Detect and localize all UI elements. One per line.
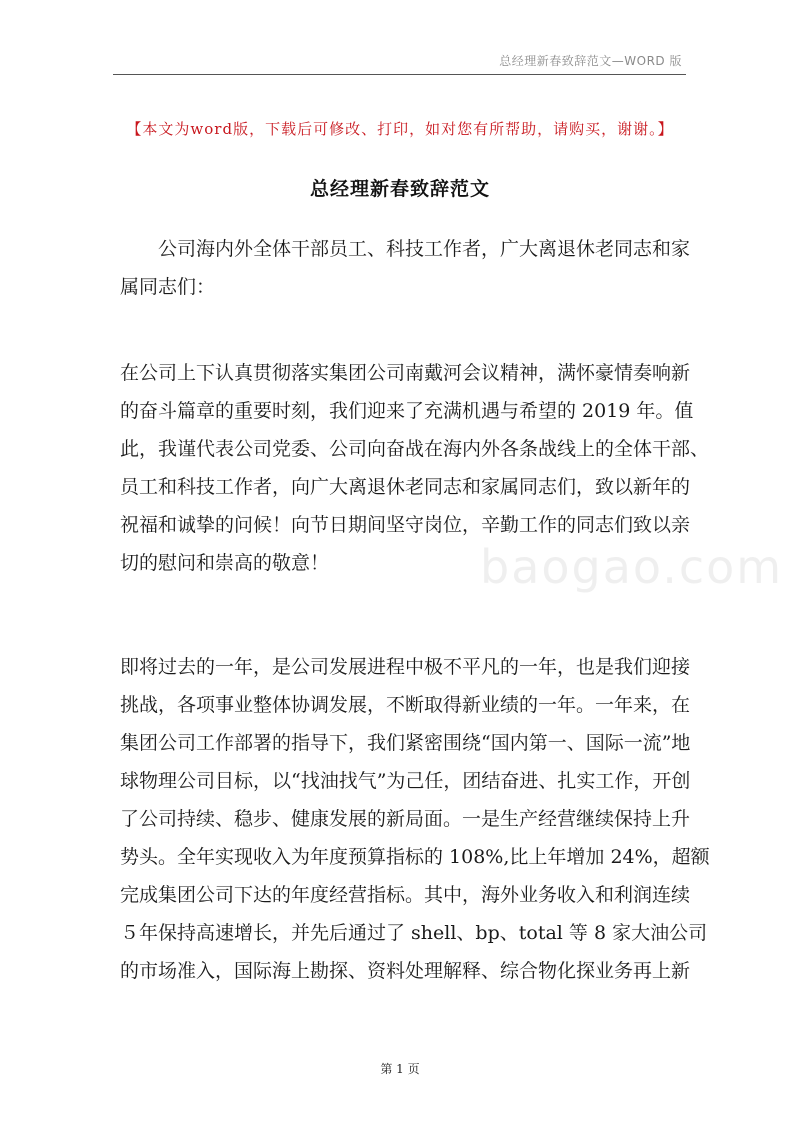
salutation-paragraph <box>120 230 691 306</box>
text-line: 在公司上下认真贯彻落实集团公司南戴河会议精神，满怀豪情奏响新 <box>120 362 691 384</box>
body-paragraph-1 <box>120 354 710 582</box>
text-line: 员工和科技工作者，向广大离退休老同志和家属同志们，致以新年的 <box>120 476 691 498</box>
text-line: 了公司持续、稳步、健康发展的新局面。一是生产经营继续保持上升 <box>120 808 691 830</box>
text-line: 祝福和诚挚的问候！向节日期间坚守岗位，辛勤工作的同志们致以亲 <box>120 514 691 536</box>
text-line: 完成集团公司下达的年度经营指标。其中，海外业务收入和利润连续 <box>120 884 691 906</box>
running-header: 总经理新春致辞范文—WORD 版 <box>499 54 682 68</box>
text-line: 球物理公司目标，以“找油找气”为己任，团结奋进、扎实工作，开创 <box>120 770 691 792</box>
page-number: 第 1 页 <box>380 1062 420 1076</box>
text-line: 属同志们： <box>120 276 216 298</box>
text-line: 集团公司工作部署的指导下，我们紧密围绕“国内第一、国际一流”地 <box>120 732 691 754</box>
purchase-notice: 【本文为word版，下载后可修改、打印，如对您有所帮助，请购买，谢谢。】 <box>126 120 674 138</box>
text-line: 此，我谨代表公司党委、公司向奋战在海内外各条战线上的全体干部、 <box>120 438 710 460</box>
text-line: 即将过去的一年，是公司发展进程中极不平凡的一年，也是我们迎接 <box>120 656 691 678</box>
text-line: 的市场准入，国际海上勘探、资料处理解释、综合物化探业务再上新 <box>120 960 691 982</box>
text-line: 势头。全年实现收入为年度预算指标的 108%,比上年增加 24%，超额 <box>120 846 710 868</box>
text-line: 公司海内外全体干部员工、科技工作者，广大离退休老同志和家 <box>158 238 691 260</box>
watermark: baogao.com <box>480 540 784 594</box>
text-line: 挑战，各项事业整体协调发展，不断取得新业绩的一年。一年来，在 <box>120 694 691 716</box>
body-paragraph-2 <box>120 648 710 990</box>
header-divider <box>113 74 686 75</box>
text-line: ５年保持高速增长，并先后通过了 shell、bp、total 等 8 家大油公司 <box>120 922 708 944</box>
text-line: 切的慰问和崇高的敬意！ <box>120 552 330 574</box>
document-title: 总经理新春致辞范文 <box>309 178 490 200</box>
text-line: 的奋斗篇章的重要时刻，我们迎来了充满机遇与希望的 2019 年。值 <box>120 400 694 422</box>
